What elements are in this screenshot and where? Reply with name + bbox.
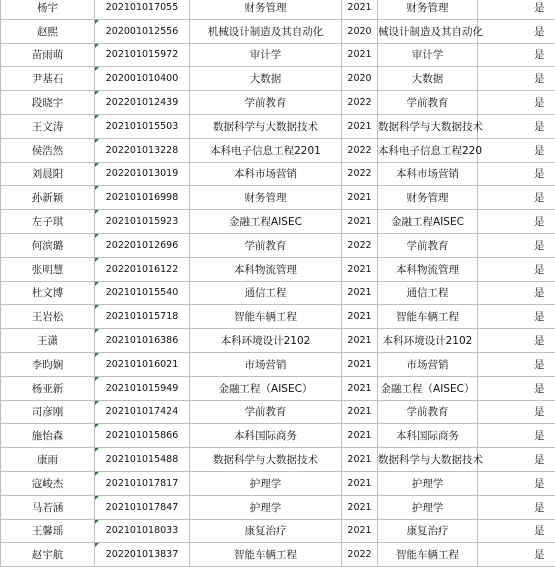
flag-cell[interactable]: 是 — [478, 471, 555, 495]
major-repeat-cell[interactable]: 智能车辆工程 — [378, 305, 478, 329]
year-cell[interactable]: 2021 — [342, 376, 378, 400]
year-cell[interactable]: 2021 — [342, 424, 378, 448]
major-cell[interactable]: 财务管理 — [190, 186, 342, 210]
table-row — [1, 376, 555, 400]
flag-cell[interactable]: 是 — [478, 257, 555, 281]
major-repeat-cell[interactable]: 本科国际商务 — [378, 424, 478, 448]
student-id-cell[interactable]: 202101017817 — [95, 471, 190, 495]
flag-cell[interactable]: 是 — [478, 281, 555, 305]
year-cell[interactable]: 2021 — [342, 281, 378, 305]
student-id-cell[interactable]: 202201013228 — [95, 138, 190, 162]
flag-cell[interactable]: 是 — [478, 114, 555, 138]
name-cell[interactable]: 康雨 — [1, 448, 95, 472]
major-repeat-cell[interactable]: 财务管理 — [378, 0, 478, 19]
year-cell[interactable]: 2021 — [342, 186, 378, 210]
name-cell[interactable]: 王馨瑶 — [1, 519, 95, 543]
table-row — [1, 43, 555, 67]
name-cell[interactable]: 王岩松 — [1, 305, 95, 329]
major-cell[interactable]: 大数据 — [190, 67, 342, 91]
table-row — [1, 471, 555, 495]
flag-cell[interactable]: 是 — [478, 305, 555, 329]
year-cell[interactable]: 2021 — [342, 448, 378, 472]
flag-cell[interactable]: 是 — [478, 233, 555, 257]
major-repeat-cell[interactable]: 审计学 — [378, 43, 478, 67]
major-cell[interactable]: 审计学 — [190, 43, 342, 67]
table-row — [1, 67, 555, 91]
major-cell[interactable]: 通信工程 — [190, 281, 342, 305]
student-id-cell[interactable]: 202101015949 — [95, 376, 190, 400]
year-cell[interactable]: 2021 — [342, 495, 378, 519]
table-body — [1, 0, 555, 567]
student-id-cell[interactable]: 202101015923 — [95, 210, 190, 234]
major-cell[interactable]: 护理学 — [190, 471, 342, 495]
year-cell[interactable]: 2021 — [342, 519, 378, 543]
major-cell[interactable]: 金融工程AISEC — [190, 210, 342, 234]
major-cell[interactable]: 机械设计制造及其自动化 — [190, 19, 342, 43]
major-repeat-cell[interactable]: 康复治疗 — [378, 519, 478, 543]
student-id-cell[interactable]: 202201012439 — [95, 91, 190, 115]
table-row — [1, 519, 555, 543]
year-cell[interactable]: 2022 — [342, 138, 378, 162]
major-cell[interactable]: 本科物流管理 — [190, 257, 342, 281]
major-cell[interactable]: 本科环境设计2102 — [190, 329, 342, 353]
name-cell[interactable]: 司彦刚 — [1, 400, 95, 424]
name-cell[interactable]: 赵熙 — [1, 19, 95, 43]
table-row — [1, 210, 555, 234]
flag-cell[interactable]: 是 — [478, 67, 555, 91]
year-cell[interactable]: 2021 — [342, 352, 378, 376]
student-id-cell[interactable]: 202201013837 — [95, 543, 190, 567]
year-cell[interactable]: 2021 — [342, 257, 378, 281]
name-cell[interactable]: 施怡森 — [1, 424, 95, 448]
major-cell[interactable]: 市场营销 — [190, 352, 342, 376]
name-cell[interactable]: 杜文博 — [1, 281, 95, 305]
table-row — [1, 329, 555, 353]
major-repeat-cell[interactable]: 本科市场营销 — [378, 162, 478, 186]
student-id-cell[interactable]: 202101016021 — [95, 352, 190, 376]
major-cell[interactable]: 数据科学与大数据技术 — [190, 114, 342, 138]
student-id-cell[interactable]: 202101015488 — [95, 448, 190, 472]
name-cell[interactable]: 马若涵 — [1, 495, 95, 519]
table-row — [1, 543, 555, 567]
name-cell[interactable]: 杨宇 — [1, 0, 95, 19]
table-row — [1, 495, 555, 519]
table-row — [1, 114, 555, 138]
year-cell[interactable]: 2022 — [342, 543, 378, 567]
year-cell[interactable]: 2021 — [342, 210, 378, 234]
major-repeat-cell[interactable]: 学前教育 — [378, 400, 478, 424]
student-id-cell[interactable]: 202101015503 — [95, 114, 190, 138]
name-cell[interactable]: 杨亚新 — [1, 376, 95, 400]
flag-cell[interactable]: 是 — [478, 19, 555, 43]
name-cell[interactable]: 左子琪 — [1, 210, 95, 234]
flag-cell[interactable]: 是 — [478, 519, 555, 543]
major-repeat-cell[interactable]: 护理学 — [378, 495, 478, 519]
year-cell[interactable]: 2021 — [342, 471, 378, 495]
flag-cell[interactable]: 是 — [478, 376, 555, 400]
major-cell[interactable]: 康复治疗 — [190, 519, 342, 543]
table-row — [1, 91, 555, 115]
major-cell[interactable]: 本科国际商务 — [190, 424, 342, 448]
flag-cell[interactable]: 是 — [478, 352, 555, 376]
student-id-cell[interactable]: 202201016122 — [95, 257, 190, 281]
year-cell[interactable]: 2021 — [342, 0, 378, 19]
table-row — [1, 305, 555, 329]
major-cell[interactable]: 智能车辆工程 — [190, 305, 342, 329]
major-cell[interactable]: 财务管理 — [190, 0, 342, 19]
major-cell[interactable]: 金融工程（AISEC） — [190, 376, 342, 400]
flag-cell[interactable]: 是 — [478, 329, 555, 353]
year-cell[interactable]: 2021 — [342, 329, 378, 353]
student-id-cell[interactable]: 202101017424 — [95, 400, 190, 424]
student-id-cell[interactable]: 202101017847 — [95, 495, 190, 519]
major-cell[interactable]: 本科电子信息工程2201 — [190, 138, 342, 162]
major-cell[interactable]: 护理学 — [190, 495, 342, 519]
flag-cell[interactable]: 是 — [478, 186, 555, 210]
flag-cell[interactable]: 是 — [478, 0, 555, 19]
name-cell[interactable]: 段晓宇 — [1, 91, 95, 115]
student-id-cell[interactable]: 202201012696 — [95, 233, 190, 257]
name-cell[interactable]: 尹基石 — [1, 67, 95, 91]
flag-cell[interactable]: 是 — [478, 543, 555, 567]
major-repeat-cell[interactable]: 本科物流管理 — [378, 257, 478, 281]
name-cell[interactable]: 苗雨萌 — [1, 43, 95, 67]
year-cell[interactable]: 2021 — [342, 43, 378, 67]
name-cell[interactable]: 何滨璐 — [1, 233, 95, 257]
major-cell[interactable]: 学前教育 — [190, 233, 342, 257]
table-row — [1, 424, 555, 448]
student-id-cell[interactable]: 202101015540 — [95, 281, 190, 305]
major-cell[interactable]: 智能车辆工程 — [190, 543, 342, 567]
flag-cell[interactable]: 是 — [478, 424, 555, 448]
major-repeat-cell[interactable]: 市场营销 — [378, 352, 478, 376]
table-row — [1, 19, 555, 43]
year-cell[interactable]: 2021 — [342, 305, 378, 329]
table-row — [1, 257, 555, 281]
student-id-cell[interactable]: 202101017055 — [95, 0, 190, 19]
year-cell[interactable]: 2022 — [342, 162, 378, 186]
major-repeat-cell[interactable]: 本科环境设计2102 — [378, 329, 478, 353]
year-cell[interactable]: 2022 — [342, 91, 378, 115]
major-repeat-cell[interactable]: 智能车辆工程 — [378, 543, 478, 567]
student-id-cell[interactable]: 202001010400 — [95, 67, 190, 91]
student-id-cell[interactable]: 202101015866 — [95, 424, 190, 448]
name-cell[interactable]: 王潇 — [1, 329, 95, 353]
table-row — [1, 186, 555, 210]
year-cell[interactable]: 2022 — [342, 233, 378, 257]
flag-cell[interactable]: 是 — [478, 91, 555, 115]
year-cell[interactable]: 2021 — [342, 114, 378, 138]
name-cell[interactable]: 王文涛 — [1, 114, 95, 138]
major-cell[interactable]: 数据科学与大数据技术 — [190, 448, 342, 472]
flag-cell[interactable]: 是 — [478, 162, 555, 186]
name-cell[interactable]: 刘晨阳 — [1, 162, 95, 186]
student-id-cell[interactable]: 202101018033 — [95, 519, 190, 543]
year-cell[interactable]: 2020 — [342, 67, 378, 91]
table-row — [1, 352, 555, 376]
student-id-cell[interactable]: 202101016386 — [95, 329, 190, 353]
flag-cell[interactable]: 是 — [478, 210, 555, 234]
table-row — [1, 281, 555, 305]
major-repeat-cell[interactable]: 大数据 — [378, 67, 478, 91]
major-repeat-cell[interactable]: 本科电子信息工程220 — [378, 138, 478, 162]
name-cell[interactable]: 寇峻杰 — [1, 471, 95, 495]
major-repeat-cell[interactable]: 通信工程 — [378, 281, 478, 305]
name-cell[interactable]: 孙新颖 — [1, 186, 95, 210]
name-cell[interactable]: 张明慧 — [1, 257, 95, 281]
major-cell[interactable]: 本科市场营销 — [190, 162, 342, 186]
name-cell[interactable]: 赵宇航 — [1, 543, 95, 567]
flag-cell[interactable]: 是 — [478, 138, 555, 162]
major-repeat-cell[interactable]: 数据科学与大数据技术 — [378, 448, 478, 472]
major-repeat-cell[interactable]: 学前教育 — [378, 91, 478, 115]
table-row — [1, 0, 555, 19]
student-id-cell[interactable]: 202001012556 — [95, 19, 190, 43]
major-repeat-cell[interactable]: 数据科学与大数据技术 — [378, 114, 478, 138]
table-row — [1, 233, 555, 257]
student-id-cell[interactable]: 202201013019 — [95, 162, 190, 186]
student-id-cell[interactable]: 202101016998 — [95, 186, 190, 210]
name-cell[interactable]: 侯浩然 — [1, 138, 95, 162]
major-repeat-cell[interactable]: 械设计制造及其自动化 — [378, 19, 478, 43]
student-id-cell[interactable]: 202101015718 — [95, 305, 190, 329]
major-repeat-cell[interactable]: 财务管理 — [378, 186, 478, 210]
flag-cell[interactable]: 是 — [478, 43, 555, 67]
table-row — [1, 138, 555, 162]
name-cell[interactable]: 李昀娴 — [1, 352, 95, 376]
flag-cell[interactable]: 是 — [478, 400, 555, 424]
flag-cell[interactable]: 是 — [478, 448, 555, 472]
student-id-cell[interactable]: 202101015972 — [95, 43, 190, 67]
major-repeat-cell[interactable]: 护理学 — [378, 471, 478, 495]
major-cell[interactable]: 学前教育 — [190, 91, 342, 115]
major-cell[interactable]: 学前教育 — [190, 400, 342, 424]
table-row — [1, 400, 555, 424]
major-repeat-cell[interactable]: 金融工程（AISEC） — [378, 376, 478, 400]
major-repeat-cell[interactable]: 学前教育 — [378, 233, 478, 257]
year-cell[interactable]: 2020 — [342, 19, 378, 43]
major-repeat-cell[interactable]: 金融工程AISEC — [378, 210, 478, 234]
flag-cell[interactable]: 是 — [478, 495, 555, 519]
table-row — [1, 162, 555, 186]
year-cell[interactable]: 2021 — [342, 400, 378, 424]
table-row — [1, 448, 555, 472]
